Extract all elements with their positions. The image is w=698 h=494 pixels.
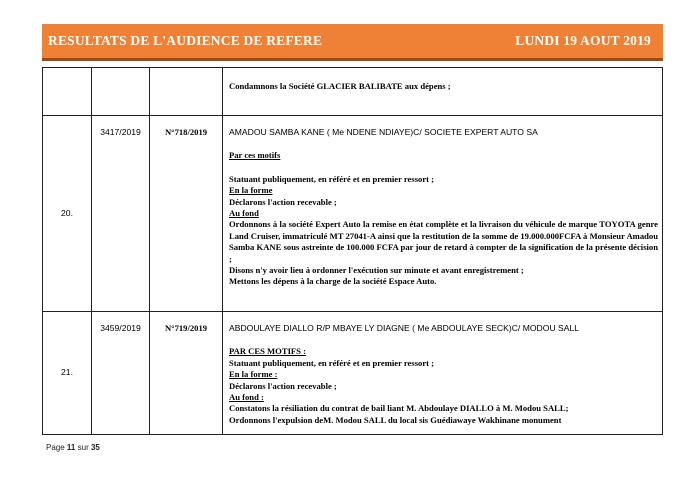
decision-line: Condamnons la Société GLACIER BALIBATE aux dépens ;: [229, 81, 451, 91]
footer-prefix: Page: [46, 443, 65, 452]
cell-rg: [92, 312, 150, 435]
cell-ordonnance: [150, 312, 223, 435]
results-table: [42, 67, 663, 435]
cell-num: [43, 68, 92, 116]
header-date: LUNDI 19 AOUT 2019: [515, 33, 651, 48]
table-row: [43, 312, 663, 435]
page-footer: [46, 443, 100, 452]
decision-line: Statuant publiquement, en référé et en premier ressort ;: [229, 357, 435, 368]
header-title: RESULTATS DE L'AUDIENCE DE REFERE: [48, 33, 323, 48]
decision-line: Ordonnons à la société Expert Auto la remise en état complète et la livraison du véhicule de marque TOYOTA genre Land Cruiser, immatriculé MT 27041-A ainsi que la restitution de la somme de 19.000.000FCFA à Monsieur Amadou Samba KANE sous astreinte de 100.000 FCFA par jour de retard à compter de la signification de la présente décision ;: [229, 219, 658, 264]
decision-line: Constatons la résiliation du contrat de bail liant M. Abdoulaye DIALLO à M. Modou SALL;: [229, 403, 569, 414]
cell-ordonnance: [150, 68, 223, 116]
case-number: 20.: [61, 207, 73, 218]
rg-number: 3459/2019: [100, 323, 141, 333]
footer-sep: sur: [77, 443, 89, 452]
footer-total: 35: [90, 443, 100, 452]
decision-line: Statuant publiquement, en référé et en premier ressort ;: [229, 173, 435, 184]
fond-heading: Au fond :: [229, 392, 264, 403]
decision-line: Disons n'y avoir lieu à ordonner l'exécution sur minute et avant enregistrement ;: [229, 265, 524, 276]
cell-rg: [92, 116, 150, 312]
footer-page: 11: [66, 443, 76, 452]
table-row: [43, 116, 663, 312]
cell-decision: [223, 116, 663, 312]
header-banner: [42, 24, 663, 61]
cell-decision: [223, 68, 663, 116]
cell-ordonnance: [150, 116, 223, 312]
cell-rg: [92, 68, 150, 116]
decision-line: Mettons les dépens à la charge de la société Espace Auto.: [229, 276, 437, 287]
motifs-heading: Par ces motifs: [229, 150, 281, 161]
ordonnance-number: N°718/2019: [164, 127, 208, 137]
rg-number: 3417/2019: [100, 127, 141, 137]
forme-heading: En la forme :: [229, 369, 278, 380]
decision-line: Déclarons l'action recevable ;: [229, 380, 337, 391]
cell-num: [43, 312, 92, 435]
parties: AMADOU SAMBA KANE ( Me NDENE NDIAYE)C/ SOCIETE EXPERT AUTO SA: [229, 127, 538, 137]
fond-heading: Au fond: [229, 208, 259, 219]
ordonnance-number: N°719/2019: [164, 323, 208, 333]
case-number: 21.: [61, 367, 73, 378]
forme-heading: En la forme: [229, 185, 273, 196]
cell-decision: [223, 312, 663, 435]
cell-num: [43, 116, 92, 312]
decision-line: Ordonnons l'expulsion deM. Modou SALL du local sis Guédiawaye Wakhinane monument: [229, 414, 562, 425]
parties: ABDOULAYE DIALLO R/P MBAYE LY DIAGNE ( Me ABDOULAYE SECK)C/ MODOU SALL: [229, 323, 580, 333]
motifs-heading: PAR CES MOTIFS :: [229, 346, 306, 357]
decision-line: Déclarons l'action recevable ;: [229, 196, 337, 207]
table-row: [43, 68, 663, 116]
